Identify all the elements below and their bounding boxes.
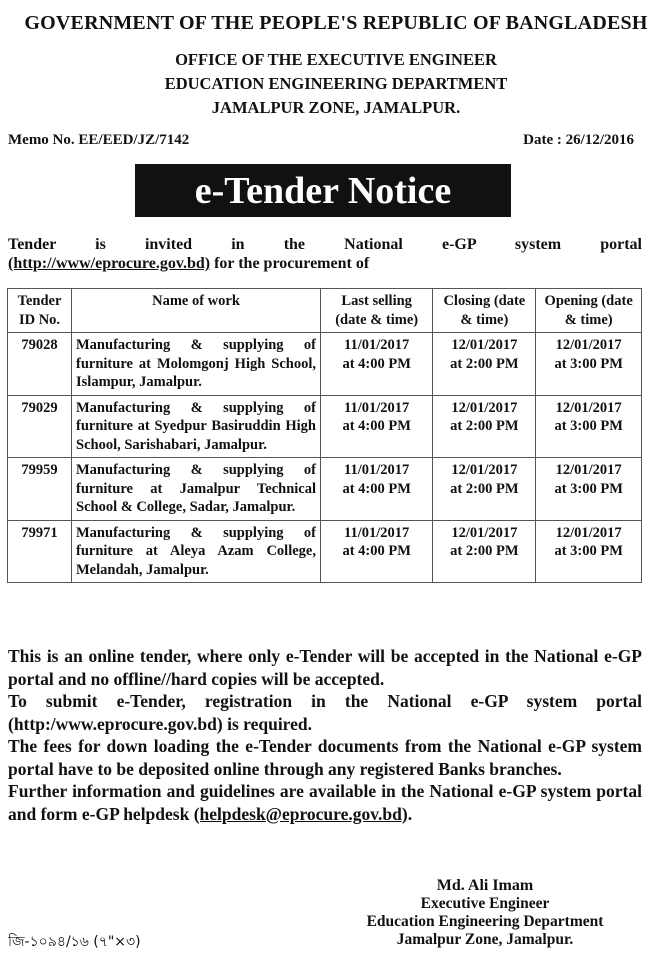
work-name: Manufacturing & supplying of furniture at Syedpur Basiruddin High School, Sarishabari, Jamalpur. [72,395,321,458]
opening-date: 12/01/2017 [555,462,622,478]
portal-link[interactable]: (http://www/eprocure.gov.bd) [8,255,211,272]
closing [433,333,536,396]
last-selling [321,520,433,583]
last-selling-date: 11/01/2017 [344,337,410,353]
tender-id: 79959 [8,458,72,521]
signatory-zone: Jamalpur Zone, Jamalpur. [396,931,574,948]
closing [433,458,536,521]
office-name: OFFICE OF THE EXECUTIVE ENGINEER [175,50,497,69]
work-name: Manufacturing & supplying of furniture at Aleya Azam College, Melandah, Jamalpur. [72,520,321,583]
table-row [8,333,642,396]
opening-date: 12/01/2017 [555,524,622,541]
office-heading [0,48,672,120]
header-closing: Closing (date & time) [433,289,536,333]
last-selling-time: at 4:00 PM [342,543,411,559]
table-row [8,520,642,583]
last-selling [321,395,433,458]
opening [536,458,642,521]
last-selling-date: 11/01/2017 [344,462,410,478]
opening [536,333,642,396]
helpdesk-email-link[interactable]: (helpdesk@eprocure.gov.bd) [193,803,408,824]
body-paragraph-online: This is an online tender, where only e-Tender will be accepted in the National e-GP portal and no offline//hard copies will be accepted. [8,646,642,689]
opening-time: at 3:00 PM [554,480,623,497]
last-selling-date: 11/01/2017 [344,524,410,541]
header-name-of-work: Name of work [72,289,321,333]
signature-block [330,877,640,949]
tender-id: 79028 [8,333,72,396]
last-selling-time: at 4:00 PM [342,355,411,372]
signatory-designation: Executive Engineer [420,895,550,912]
opening-date: 12/01/2017 [555,337,622,353]
body-paragraph-registration: To submit e-Tender, registration in the National e-GP system portal (http:/www.eprocure.gov.bd) is required. [8,691,642,734]
closing-date: 12/01/2017 [451,337,518,353]
opening [536,520,642,583]
notice-title [135,164,511,217]
intro-rest: for the procurement of [210,255,370,272]
closing-date: 12/01/2017 [451,399,518,416]
signatory-department: Education Engineering Department [366,913,604,930]
tender-table [7,288,642,583]
government-heading: GOVERNMENT OF THE PEOPLE'S REPUBLIC OF BANGLADESH [24,12,648,34]
closing-time: at 2:00 PM [450,480,519,497]
intro-line-1: Tender is invited in the National e-GP system portal [8,236,642,253]
header-tender-id: Tender ID No. [8,289,72,333]
header-last-selling: Last selling (date & time) [321,289,433,333]
reference-code: জি-১০৯৪/১৬ (৭"×৩) [8,934,141,950]
tender-id: 79029 [8,395,72,458]
closing-time: at 2:00 PM [450,418,519,434]
memo-number: Memo No. EE/EED/JZ/7142 [8,132,190,148]
closing-date: 12/01/2017 [451,524,518,541]
last-selling [321,458,433,521]
closing-time: at 2:00 PM [450,355,519,372]
last-selling [321,333,433,396]
notice-body [8,645,642,825]
opening-time: at 3:00 PM [554,543,623,559]
opening [536,395,642,458]
opening-time: at 3:00 PM [554,418,623,434]
intro-line-2 [8,254,642,273]
header-opening: Opening (date & time) [536,289,642,333]
closing-date: 12/01/2017 [451,462,518,478]
table-header-row [8,289,642,333]
memo-date: Date : 26/12/2016 [523,132,634,148]
work-name: Manufacturing & supplying of furniture at Jamalpur Technical School & College, Sadar, Jamalpur. [72,458,321,521]
work-name: Manufacturing & supplying of furniture at Molomgonj High School, Islampur, Jamalpur. [72,333,321,396]
signatory-name: Md. Ali Imam [436,877,534,894]
department-name: EDUCATION ENGINEERING DEPARTMENT [164,74,508,93]
opening-date: 12/01/2017 [555,399,622,416]
last-selling-date: 11/01/2017 [344,399,410,416]
notice-title-text: e-Tender Notice [194,169,452,212]
zone-name: JAMALPUR ZONE, JAMALPUR. [211,98,461,117]
helpdesk-period: . [407,803,413,824]
opening-time: at 3:00 PM [554,355,623,372]
closing [433,520,536,583]
helpdesk-text: Further information and guidelines are available in the National e-GP system portal and form e-GP helpdesk [8,781,642,824]
table-row [8,395,642,458]
closing-time: at 2:00 PM [450,543,519,559]
tender-id: 79971 [8,520,72,583]
body-paragraph-fees: The fees for down loading the e-Tender documents from the National e-GP system portal have to be deposited online through any registered Banks branches. [8,736,642,779]
last-selling-time: at 4:00 PM [342,418,411,434]
last-selling-time: at 4:00 PM [342,480,411,497]
closing [433,395,536,458]
table-row [8,458,642,521]
body-paragraph-helpdesk [8,780,642,825]
